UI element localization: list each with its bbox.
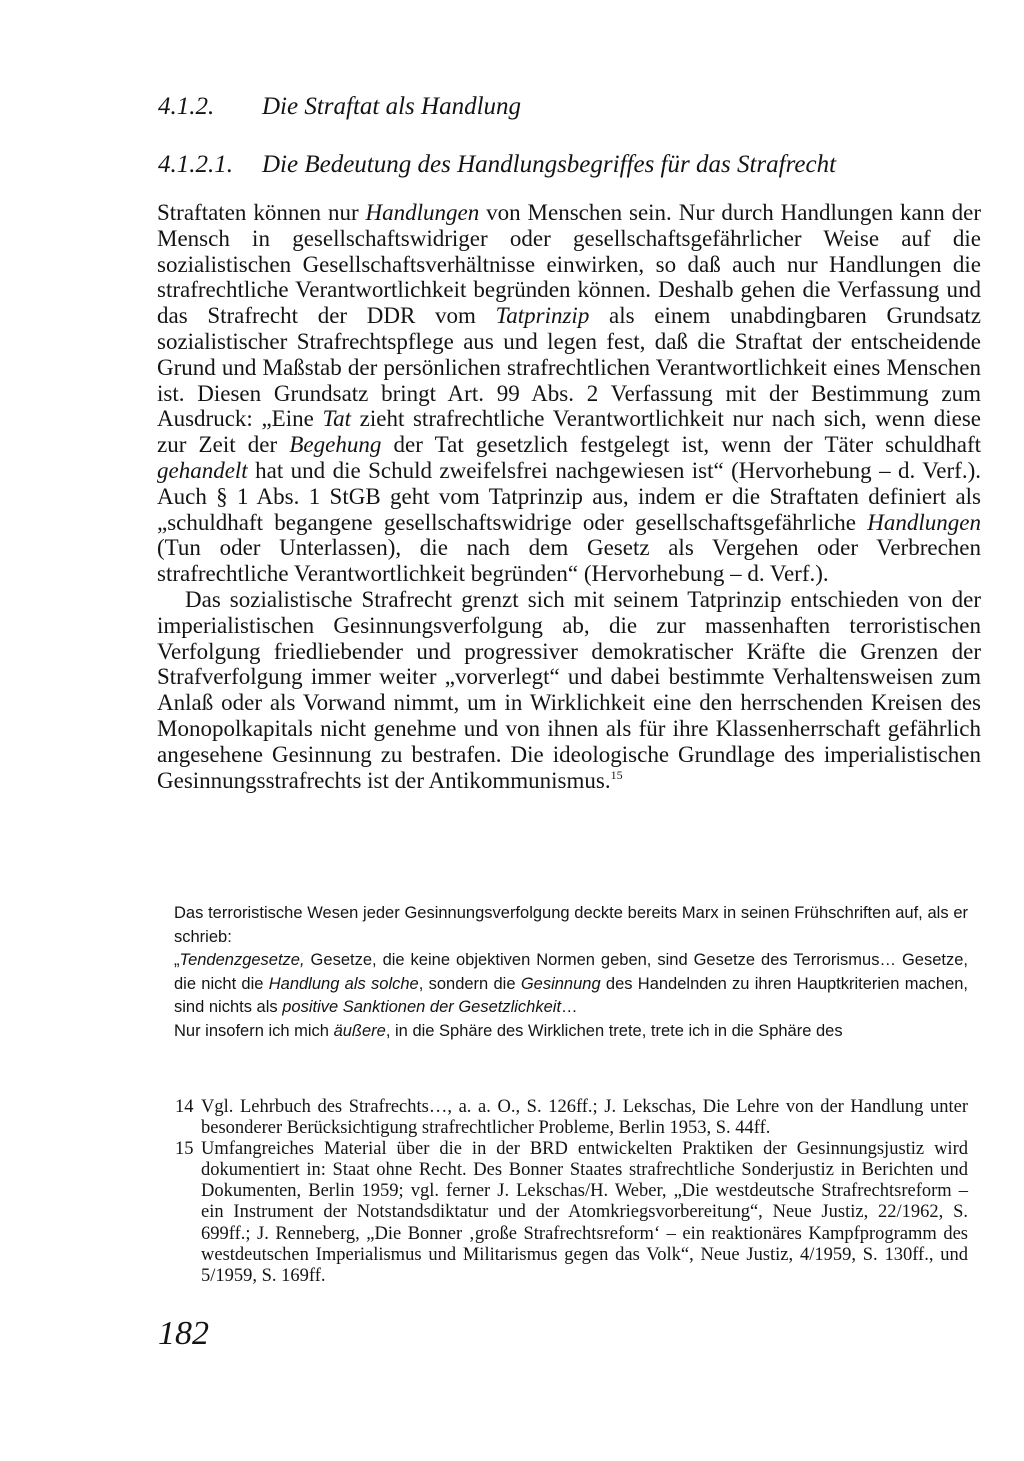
footnote-text: Vgl. Lehrbuch des Strafrechts…, a. a. O., S. 126ff.; J. Lekschas, Die Lehre von der Handlung unter besonderer Berücksichtigung strafrechtlicher Probleme, Berlin 1953, S. 44ff. <box>201 1097 968 1139</box>
page-number: 182 <box>158 1315 209 1352</box>
footnotes <box>175 1097 968 1287</box>
section-number: 4.1.2. <box>158 93 215 120</box>
footnote <box>175 1097 968 1139</box>
paragraph-2: Das sozialistische Strafrecht grenzt sich mit seinem Tatprinzip entschieden von der imperialistischen Gesinnungsverfolgung ab, die zur massenhaften terroristischen Verfolgung friedliebender und progressiver demokratischer Kräfte die Grenzen der Strafverfolgung immer weiter „vorverlegt“ und dabei bestimmte Verhaltensweisen zum Anlaß oder als Vorwand nimmt, um in Wirklichkeit eine den herrschenden Kreisen des Monopolkapitals nicht genehme und von ihnen als für ihre Klassenherrschaft gefährlich angesehene Gesinnung zu bestrafen. Die ideologische Grundlage des imperialistischen Gesinnungsstrafrechts ist der Antikommunismus.$^{15}$ <box>157 586 981 793</box>
footnote-number: 15 <box>175 1139 194 1160</box>
paragraph-1: Straftaten können nur Handlungen von Menschen sein. Nur durch Handlungen kann der Mensch in gesellschaftswidriger oder gesellschaftsgefährlicher Weise auf die sozialistischen Gesellschaftsverhältnisse einwirken, so daß auch nur Handlungen die strafrechtliche Verantwortlichkeit begründen können. Deshalb gehen die Verfassung und das Strafrecht der DDR vom Tatprinzip als einem unabdingbaren Grundsatz sozialistischer Strafrechtspflege aus und legen fest, daß die Straftat der entscheidende Grund und Maßstab der persönlichen strafrechtlichen Verantwortlichkeit eines Menschen ist. Diesen Grundsatz bringt Art. 99 Abs. 2 Verfassung mit der Bestimmung zum Ausdruck: „Eine Tat zieht strafrechtliche Verantwortlichkeit nur nach sich, wenn diese zur Zeit der Begehung der Tat gesetzlich festgelegt ist, wenn der Täter schuldhaft gehandelt hat und die Schuld zweifelsfrei nachgewiesen ist“ (Hervorhebung – d. Verf.). Auch § 1 Abs. 1 StGB geht vom Tatprinzip aus, indem er die Straftaten definiert als „schuldhaft begangene gesellschaftswidrige oder gesellschaftsgefährliche Handlungen (Tun oder Unterlassen), die nach dem Gesetz als Vergehen oder Verbrechen strafrechtliche Verantwortlichkeit begründen“ (Hervorhebung – d. Verf.). <box>157 200 981 587</box>
section-heading <box>158 92 521 122</box>
footnote-text: Umfangreiches Material über die in der BRD entwickelten Praktiken der Gesinnungsjustiz wird dokumentiert in: Staat ohne Recht. Des Bonner Staates strafrechtliche Sonderjustiz in Berichten und Dokumenten, Berlin 1959; vgl. ferner J. Lekschas/H. Weber, „Die westdeutsche Strafrechtsreform – ein Instrument der Notstandsdiktatur und der Atomkriegsvorbereitung“, Neue Justiz, 22/1962, S. 699ff.; J. Renneberg, „Die Bonner ‚große Strafrechtsreform‘ – ein reaktionäres Kampfprogramm des westdeutschen Imperialismus und Militarismus gegen das Volk“, Neue Justiz, 4/1959, S. 130ff., und 5/1959, S. 169ff. <box>201 1139 968 1286</box>
emphasis: Handlung als solche <box>268 974 419 993</box>
emphasis: Tatprinzip <box>495 303 590 329</box>
emphasis: Tendenzgesetze, <box>179 951 305 970</box>
quotation-block <box>174 902 968 1044</box>
subsection-title: Die Bedeutung des Handlungsbegriffes für das Strafrecht <box>262 151 837 178</box>
footnote-number: 14 <box>175 1097 194 1117</box>
emphasis: äußere <box>333 1021 386 1040</box>
emphasis: gehandelt <box>157 457 248 483</box>
emphasis: Gesinnung <box>520 974 601 993</box>
subsection-heading <box>158 150 836 180</box>
section-title: Die Straftat als Handlung <box>262 93 522 120</box>
body-text <box>157 200 981 793</box>
footnote <box>175 1139 968 1287</box>
quote-paragraph-1: „Tendenzgesetze, Gesetze, die keine objektiven Normen geben, sind Gesetze des Terrorismus… Gesetze, die nicht die Handlung als solche, sondern die Gesinnung des Handelnden zu ihren Hauptkriterien machen, sind nichts als positive Sanktionen der Gesetzlichkeit… <box>174 951 969 1017</box>
emphasis: Handlungen <box>867 509 981 535</box>
footnote-reference[interactable]: 15 <box>610 767 623 782</box>
emphasis: Tat <box>322 406 352 432</box>
quote-intro: Das terroristische Wesen jeder Gesinnungsverfolgung deckte bereits Marx in seinen Frühschriften auf, als er schrieb: <box>174 904 968 946</box>
emphasis: positive Sanktionen der Gesetzlichkeit <box>282 998 562 1017</box>
quote-paragraph-2: Nur insofern ich mich äußere, in die Sphäre des Wirklichen trete, trete ich in die Sphäre des <box>174 1021 843 1040</box>
emphasis: Handlungen <box>365 200 480 225</box>
emphasis: Begehung <box>289 432 382 458</box>
subsection-number: 4.1.2.1. <box>158 151 233 178</box>
